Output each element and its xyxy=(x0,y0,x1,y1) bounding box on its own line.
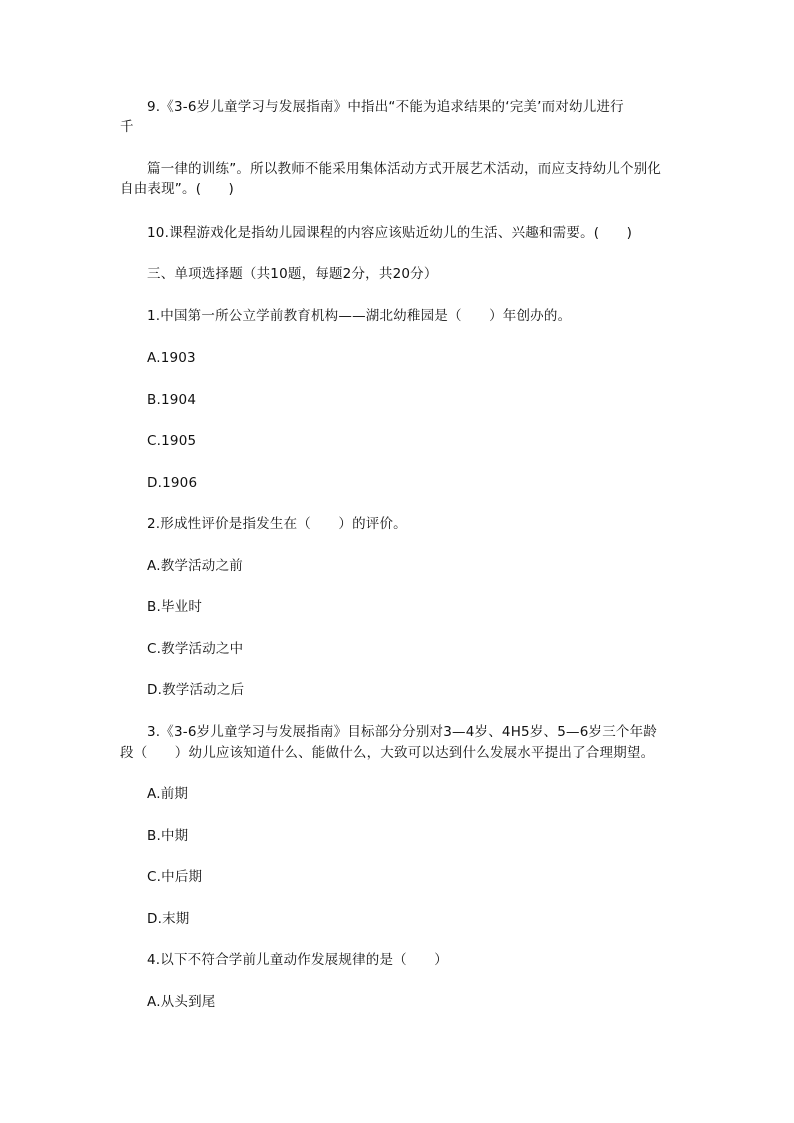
mc-1-option-a: A.1903 xyxy=(147,350,196,366)
mc-3-option-d: D.末期 xyxy=(147,911,190,927)
mc-2-option-b: B.毕业时 xyxy=(147,599,203,615)
mc-2-option-a: A.教学活动之前 xyxy=(147,558,243,574)
mc-question-2: 2.形成性评价是指发生在（ ）的评价。 xyxy=(147,516,407,532)
mc-question-3-line-1: 3.《3-6岁儿童学习与发展指南》目标部分分别对3—4岁、4H5岁、5—6岁三个年龄 xyxy=(147,724,658,740)
mc-3-option-c: C.中后期 xyxy=(147,869,203,885)
mc-1-option-c: C.1905 xyxy=(147,433,197,449)
mc-3-option-b: B.中期 xyxy=(147,828,189,844)
question-9-line-4: 自由表现”。( ) xyxy=(120,181,235,197)
section-heading: 三、单项选择题（共10题，每题2分，共20分） xyxy=(147,266,438,282)
mc-question-4: 4.以下不符合学前儿童动作发展规律的是（ ） xyxy=(147,952,448,968)
question-9-line-3: 篇一律的训练”。所以教师不能采用集体活动方式开展艺术活动，而应支持幼儿个别化 xyxy=(147,161,662,177)
mc-2-option-d: D.教学活动之后 xyxy=(147,682,245,698)
mc-question-1: 1.中国第一所公立学前教育机构——湖北幼稚园是（ ）年创办的。 xyxy=(147,308,572,324)
mc-1-option-d: D.1906 xyxy=(147,475,198,491)
mc-2-option-c: C.教学活动之中 xyxy=(147,641,244,657)
mc-3-option-a: A.前期 xyxy=(147,786,189,802)
mc-question-3-line-2: 段（ ）幼儿应该知道什么、能做什么，大致可以达到什么发展水平提出了合理期望。 xyxy=(120,745,655,761)
question-9-line-1: 9.《3-6岁儿童学习与发展指南》中指出“不能为追求结果的‘完美’而对幼儿进行 xyxy=(147,99,624,115)
mc-1-option-b: B.1904 xyxy=(147,392,197,408)
question-10: 10.课程游戏化是指幼儿园课程的内容应该贴近幼儿的生活、兴趣和需要。( ) xyxy=(147,225,633,241)
question-9-line-2: 千 xyxy=(120,119,134,135)
mc-4-option-a: A.从头到尾 xyxy=(147,994,216,1010)
